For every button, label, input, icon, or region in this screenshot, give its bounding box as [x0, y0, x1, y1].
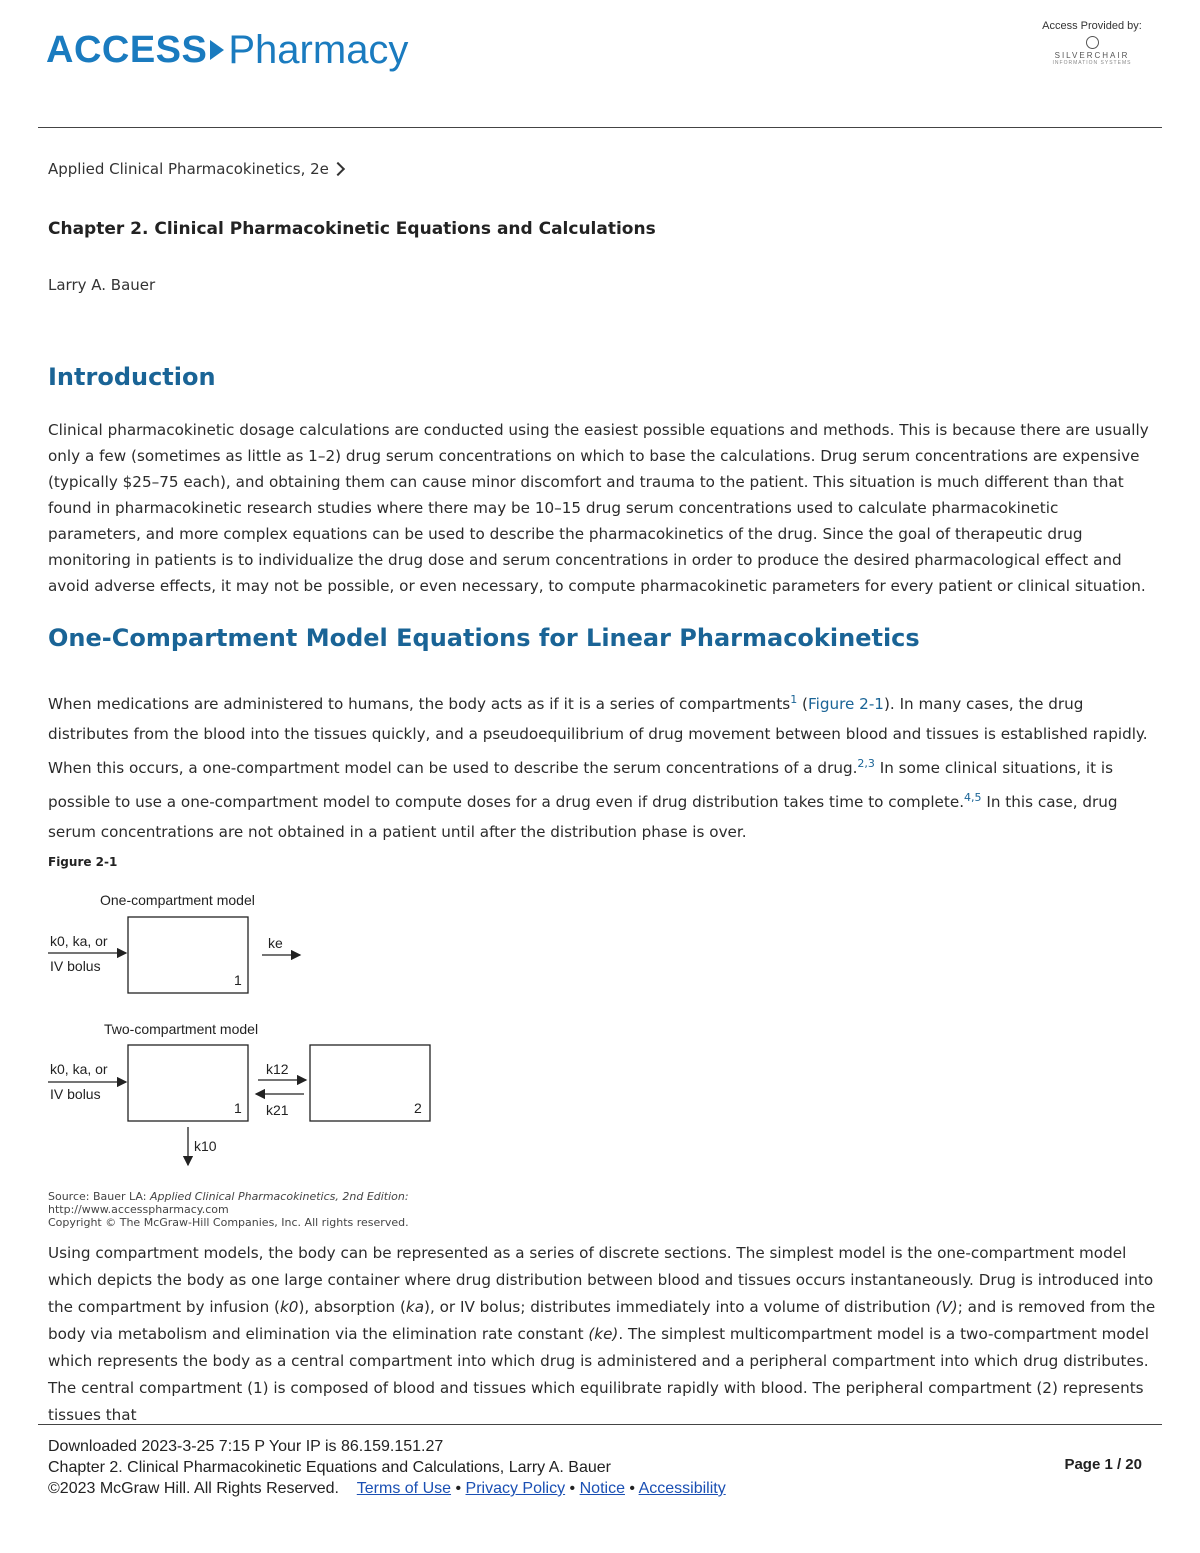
k12-label: k12: [266, 1061, 289, 1077]
breadcrumb[interactable]: [48, 160, 343, 178]
intro-paragraph: Clinical pharmacokinetic dosage calculations are conducted using the easiest possible equations and methods. This is because there are usually only a few (sometimes as little as 1–2) drug serum concentrations on which to base the calculations. Drug serum concentrations are expensive (typically $25–75 each), and obtaining them can cause minor discomfort and trauma to the patient. This situation is much different than that found in pharmacokinetic research studies where there may be 10–15 drug serum concentrations used to calculate pharmacokinetic parameters, and more complex equations can be used to describe the pharmacokinetics of the drug. Since the goal of therapeutic drug monitoring in patients is to individualize the drug dose and serum concentrations in order to produce the desired pharmacological effect and avoid adverse effects, it may not be possible, or even necessary, to compute pharmacokinetic parameters for every patient or clinical situation.: [48, 421, 1149, 595]
one-compartment-paragraph: When medications are administered to humans, the body acts as if it is a series of compartments$^1$ (Figure 2-1). In many cases, the drug distributes from the blood into the tissues quickly, and a pseudoequilibrium of drug movement between blood and tissues is established rapidly. When this occurs, a one-compartment model can be used to describe the serum concentrations of a drug.$^{2,3}$ In some clinical situations, it is possible to use a one-compartment model to compute doses for a drug even if drug distribution takes time to complete.$^{4,5}$ In this case, drug serum concentrations are not obtained in a patient until after the distribution phase is over.: [48, 693, 1148, 842]
figure-source: Source: Bauer LA: Applied Clinical Pharmacokinetics, 2nd Edition: http://www.accesspharmacy.com Copyright © The McGraw-Hill Companies, Inc. All rights reserved.: [48, 1190, 409, 1229]
page-number: Page 1 / 20: [1064, 1456, 1142, 1473]
figure-copyright: Copyright © The McGraw-Hill Companies, Inc. All rights reserved.: [48, 1216, 409, 1229]
chevron-right-icon[interactable]: [331, 162, 345, 176]
reference-link[interactable]: 2,3: [857, 757, 875, 771]
section-heading-one-compartment: One-Compartment Model Equations for Linear Pharmacokinetics: [48, 624, 920, 652]
accessibility-link[interactable]: Accessibility: [638, 1480, 726, 1497]
two-input-label-2: IV bolus: [50, 1086, 101, 1102]
k21-label: k21: [266, 1102, 289, 1118]
reference-link[interactable]: 4,5: [964, 791, 982, 805]
logo-access-text: ACCESS: [46, 28, 208, 71]
access-provided-by: [1032, 20, 1152, 66]
institution-seal-icon: [1086, 36, 1099, 49]
peripheral-box-number: 2: [414, 1100, 422, 1116]
two-compartment-title: Two-compartment model: [104, 1021, 259, 1037]
one-box-number: 1: [234, 972, 242, 988]
central-compartment-box: [128, 1045, 248, 1121]
header-divider: [38, 127, 1162, 128]
logo-pharmacy-text: Pharmacy: [228, 27, 409, 72]
provided-by-label: Access Provided by:: [1042, 20, 1142, 32]
k10-label: k10: [194, 1138, 217, 1154]
logo-arrow-icon: [210, 40, 224, 60]
one-input-label-1: k0, ka, or: [50, 933, 108, 949]
download-info: Downloaded 2023-3-25 7:15 P Your IP is 86.159.151.27: [48, 1438, 444, 1455]
central-box-number: 1: [234, 1100, 242, 1116]
institution-subtitle: INFORMATION SYSTEMS: [1052, 60, 1132, 66]
ke-label: ke: [268, 935, 283, 951]
terms-of-use-link[interactable]: Terms of Use: [356, 1480, 452, 1497]
reference-link[interactable]: 1: [790, 693, 798, 706]
footer-divider: [38, 1424, 1162, 1425]
compartment-models-paragraph: Using compartment models, the body can be represented as a series of discrete sections. The simplest model is the one-compartment model which depicts the body as one large container where drug distribution between blood and tissues occurs instantaneously. Drug is introduced into the compartment by infusion (k0), absorption (ka), or IV bolus; distributes immediately into a volume of distribution (V); and is removed from the body via metabolism and elimination via the elimination rate constant (ke). The simplest multicompartment model is a two-compartment model which represents the body as a central compartment into which drug is administered and a peripheral compartment into which drug distributes. The central compartment (1) is composed of blood and tissues which equilibrate rapidly with blood. The peripheral compartment (2) represents tissues that: [48, 1244, 1156, 1424]
page-footer: Downloaded 2023-3-25 7:15 P Your IP is 86.159.151.27 Chapter 2. Clinical Pharmacokinetic Equations and Calculations, Larry A. Bauer ©2023 McGraw Hill. All Rights Reserved. Terms of Use • Privacy Policy • Notice • Accessibility: [48, 1438, 726, 1497]
one-input-label-2: IV bolus: [50, 958, 101, 974]
peripheral-compartment-box: [310, 1045, 430, 1121]
breadcrumb-book-title[interactable]: Applied Clinical Pharmacokinetics, 2e: [48, 160, 329, 178]
chapter-title: Chapter 2. Clinical Pharmacokinetic Equations and Calculations: [48, 219, 656, 239]
one-compartment-box: [128, 917, 248, 993]
two-input-label-1: k0, ka, or: [50, 1061, 108, 1077]
accesspharmacy-logo[interactable]: [46, 28, 408, 72]
one-compartment-title: One-compartment model: [100, 892, 255, 908]
privacy-policy-link[interactable]: Privacy Policy: [465, 1480, 566, 1497]
figure-2-1-link[interactable]: Figure 2-1: [807, 695, 884, 714]
footer-copyright: ©2023 McGraw Hill. All Rights Reserved.: [48, 1480, 339, 1497]
section-heading-introduction: Introduction: [48, 363, 216, 391]
institution-name: SILVERCHAIR: [1054, 51, 1130, 60]
author-name: Larry A. Bauer: [48, 276, 156, 294]
figure-label: Figure 2-1: [48, 855, 118, 869]
compartment-model-figure: [40, 885, 440, 1185]
notice-link[interactable]: Notice: [579, 1480, 625, 1497]
source-url[interactable]: http://www.accesspharmacy.com: [48, 1203, 229, 1216]
footer-chapter-line: Chapter 2. Clinical Pharmacokinetic Equations and Calculations, Larry A. Bauer: [48, 1459, 611, 1476]
